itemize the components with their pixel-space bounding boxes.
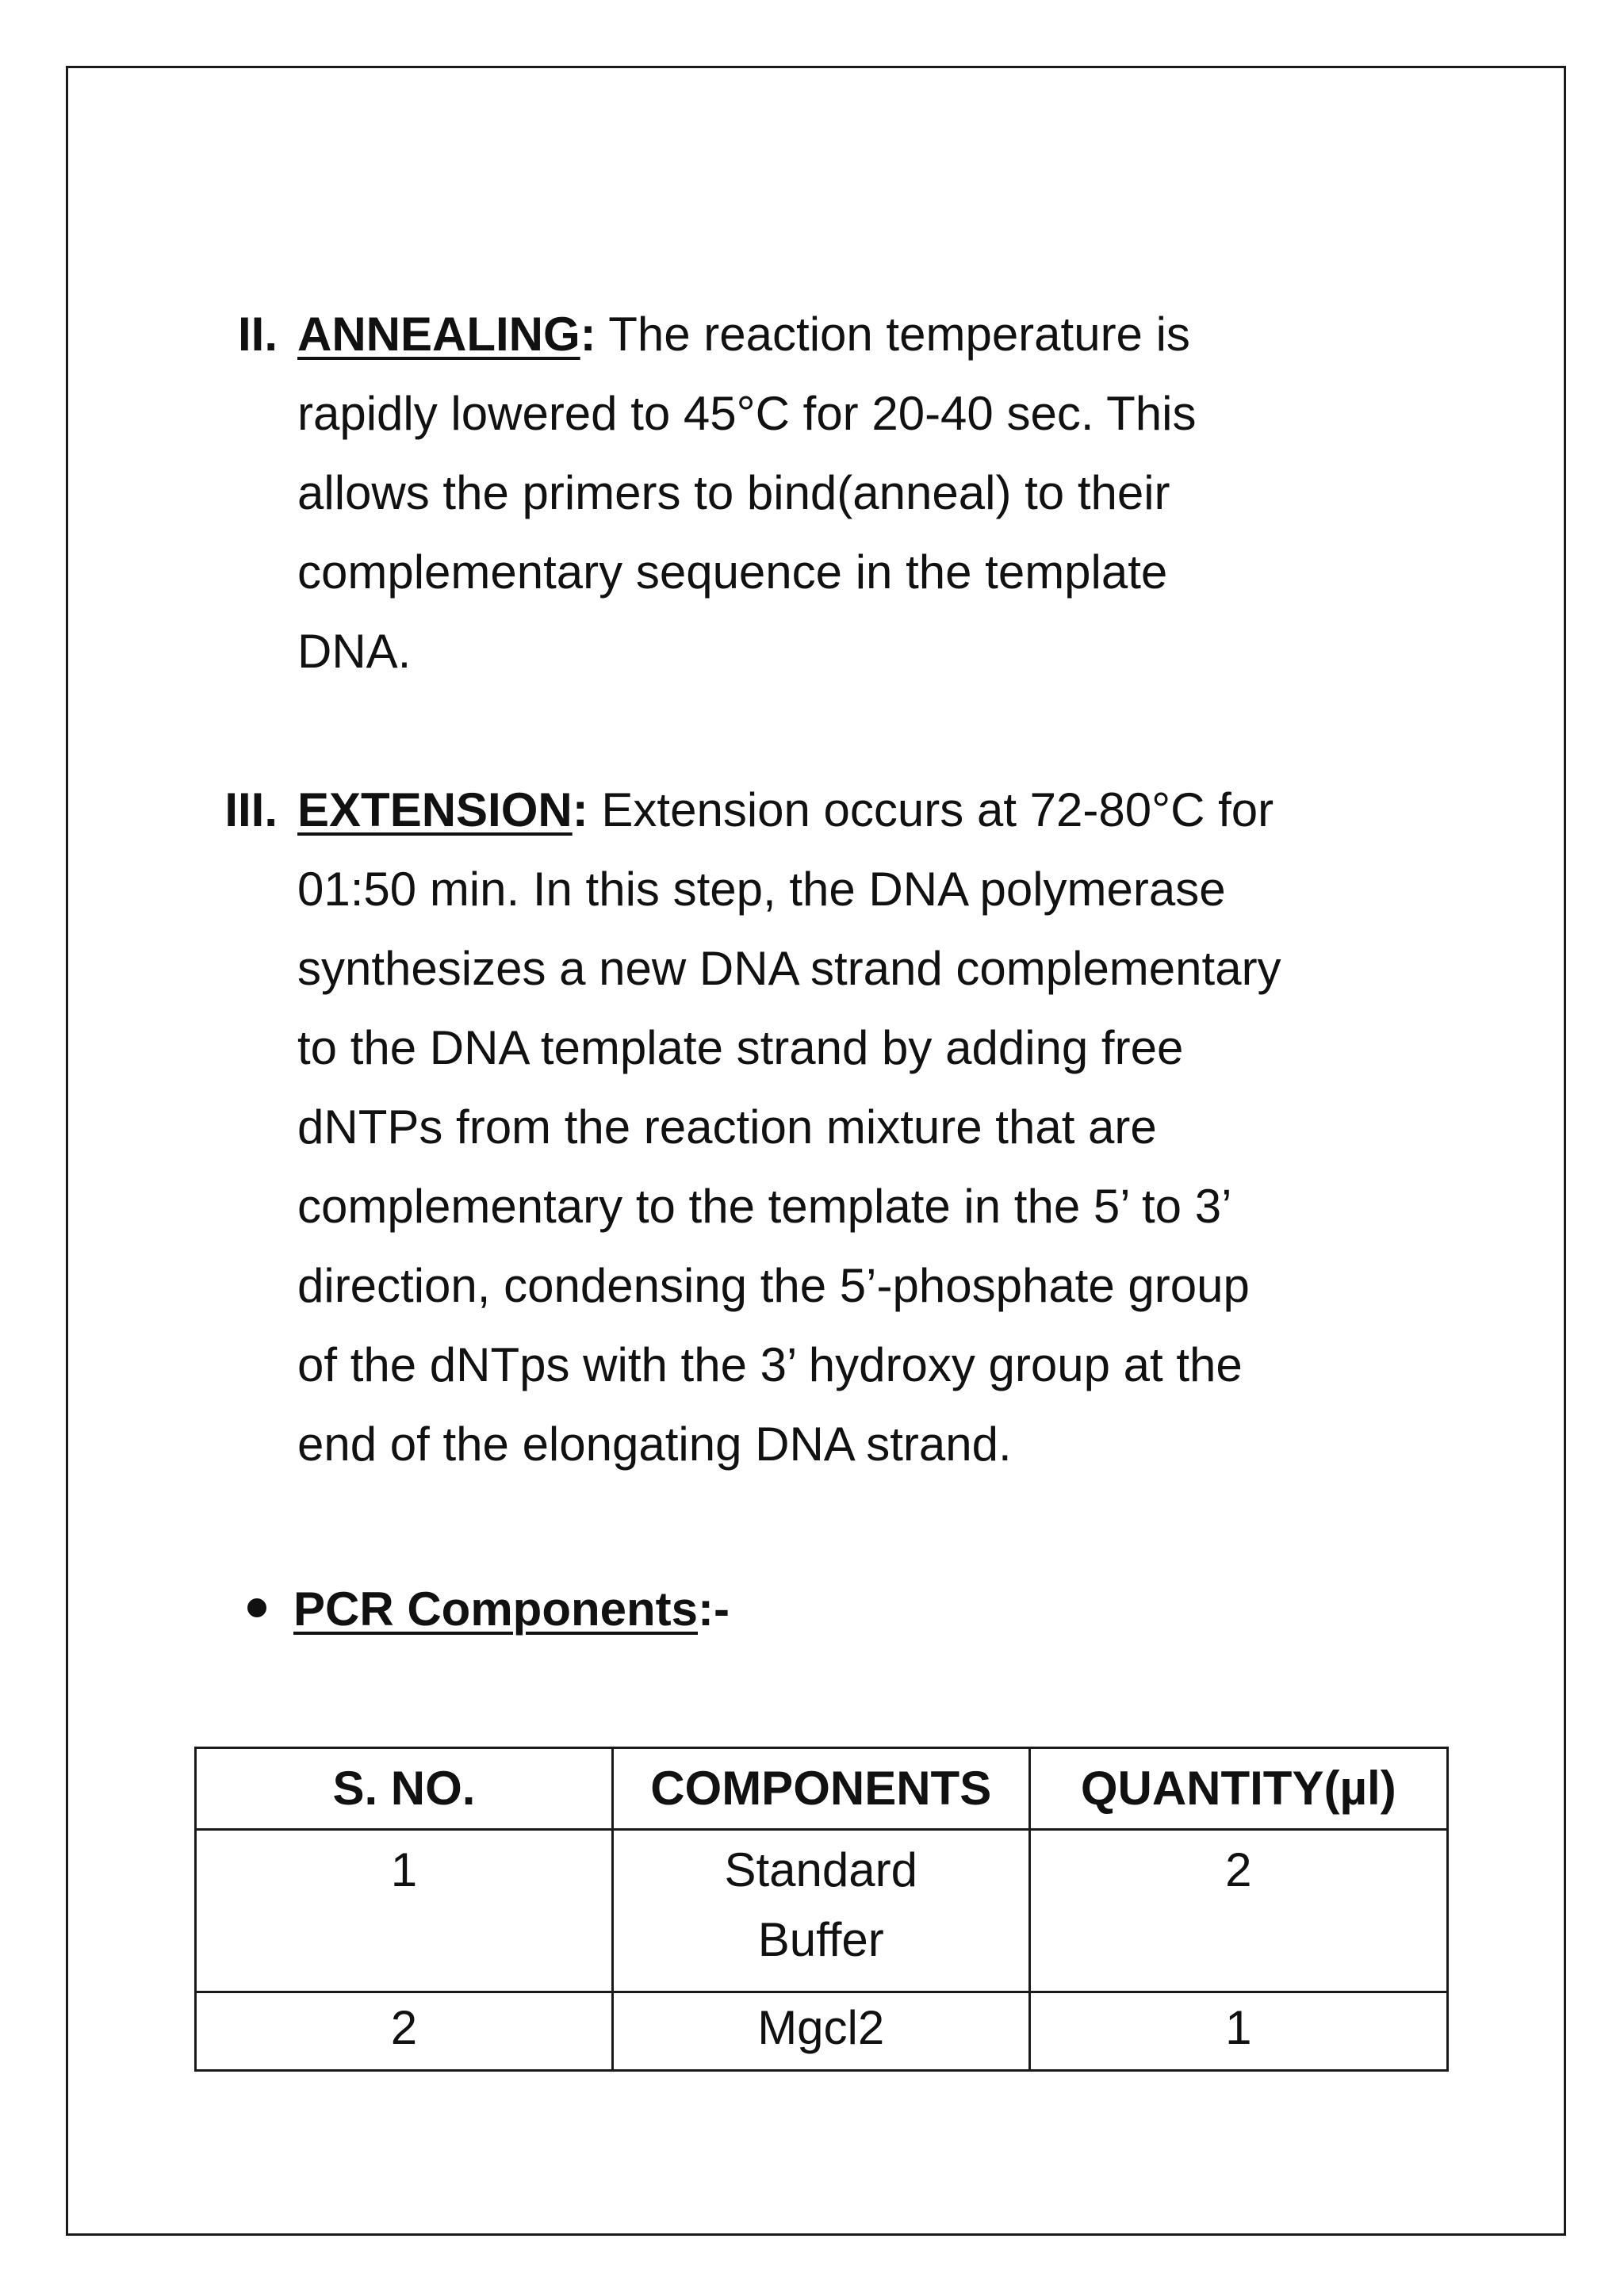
section-line: allows the primers to bind(anneal) to their bbox=[297, 466, 1170, 519]
heading-suffix: :- bbox=[698, 1582, 730, 1636]
cell-sno: 2 bbox=[196, 1992, 613, 2071]
section-numeral: II. bbox=[237, 308, 278, 361]
pcr-components-heading: PCR Components bbox=[293, 1582, 698, 1636]
table-row bbox=[196, 1992, 1448, 2071]
cell-sno: 1 bbox=[196, 1830, 613, 1992]
cell-quantity: 1 bbox=[1029, 1992, 1447, 2071]
heading-colon: : bbox=[580, 308, 596, 361]
pcr-components-table bbox=[194, 1747, 1449, 2072]
component-line: Mgcl2 bbox=[757, 2001, 885, 2054]
header-sno: S. NO. bbox=[196, 1748, 613, 1830]
table-header-row bbox=[196, 1748, 1448, 1830]
cell-component bbox=[612, 1830, 1029, 1992]
section-line: synthesizes a new DNA strand complementary bbox=[297, 942, 1281, 995]
section-numeral: III. bbox=[224, 783, 278, 836]
header-quantity: QUANTITY(µl) bbox=[1029, 1748, 1447, 1830]
section-line bbox=[297, 771, 1439, 850]
section-line: to the DNA template strand by adding free bbox=[297, 1021, 1184, 1074]
section-line: 01:50 min. In this step, the DNA polymerase bbox=[297, 863, 1226, 916]
header-components: COMPONENTS bbox=[612, 1748, 1029, 1830]
section-line: direction, condensing the 5’-phosphate group bbox=[297, 1259, 1250, 1312]
section-line: complementary sequence in the template bbox=[297, 545, 1168, 599]
section-line: complementary to the template in the 5’ to 3’ bbox=[297, 1180, 1232, 1233]
section-heading: ANNEALING bbox=[297, 308, 580, 361]
section-line: of the dNTps with the 3’ hydroxy group at the bbox=[297, 1338, 1243, 1391]
section-body bbox=[297, 295, 1439, 691]
component-line: Standard bbox=[724, 1843, 917, 1896]
bullet-icon bbox=[247, 1598, 266, 1617]
section-text: Extension occurs at 72-80°C for bbox=[588, 783, 1274, 836]
table-row bbox=[196, 1830, 1448, 1992]
component-line: Buffer bbox=[757, 1913, 884, 1966]
pcr-components-bullet bbox=[247, 1570, 730, 1649]
heading-colon: : bbox=[572, 783, 588, 836]
section-line bbox=[297, 295, 1439, 374]
section-body bbox=[297, 771, 1439, 1484]
section-heading: EXTENSION bbox=[297, 783, 573, 836]
section-text: The reaction temperature is bbox=[596, 308, 1190, 361]
cell-quantity: 2 bbox=[1029, 1830, 1447, 1992]
section-line: DNA. bbox=[297, 625, 412, 678]
section-line: end of the elongating DNA strand. bbox=[297, 1418, 1012, 1471]
section-line: dNTPs from the reaction mixture that are bbox=[297, 1100, 1157, 1154]
cell-component bbox=[612, 1992, 1029, 2071]
section-line: rapidly lowered to 45°C for 20-40 sec. This bbox=[297, 387, 1197, 440]
